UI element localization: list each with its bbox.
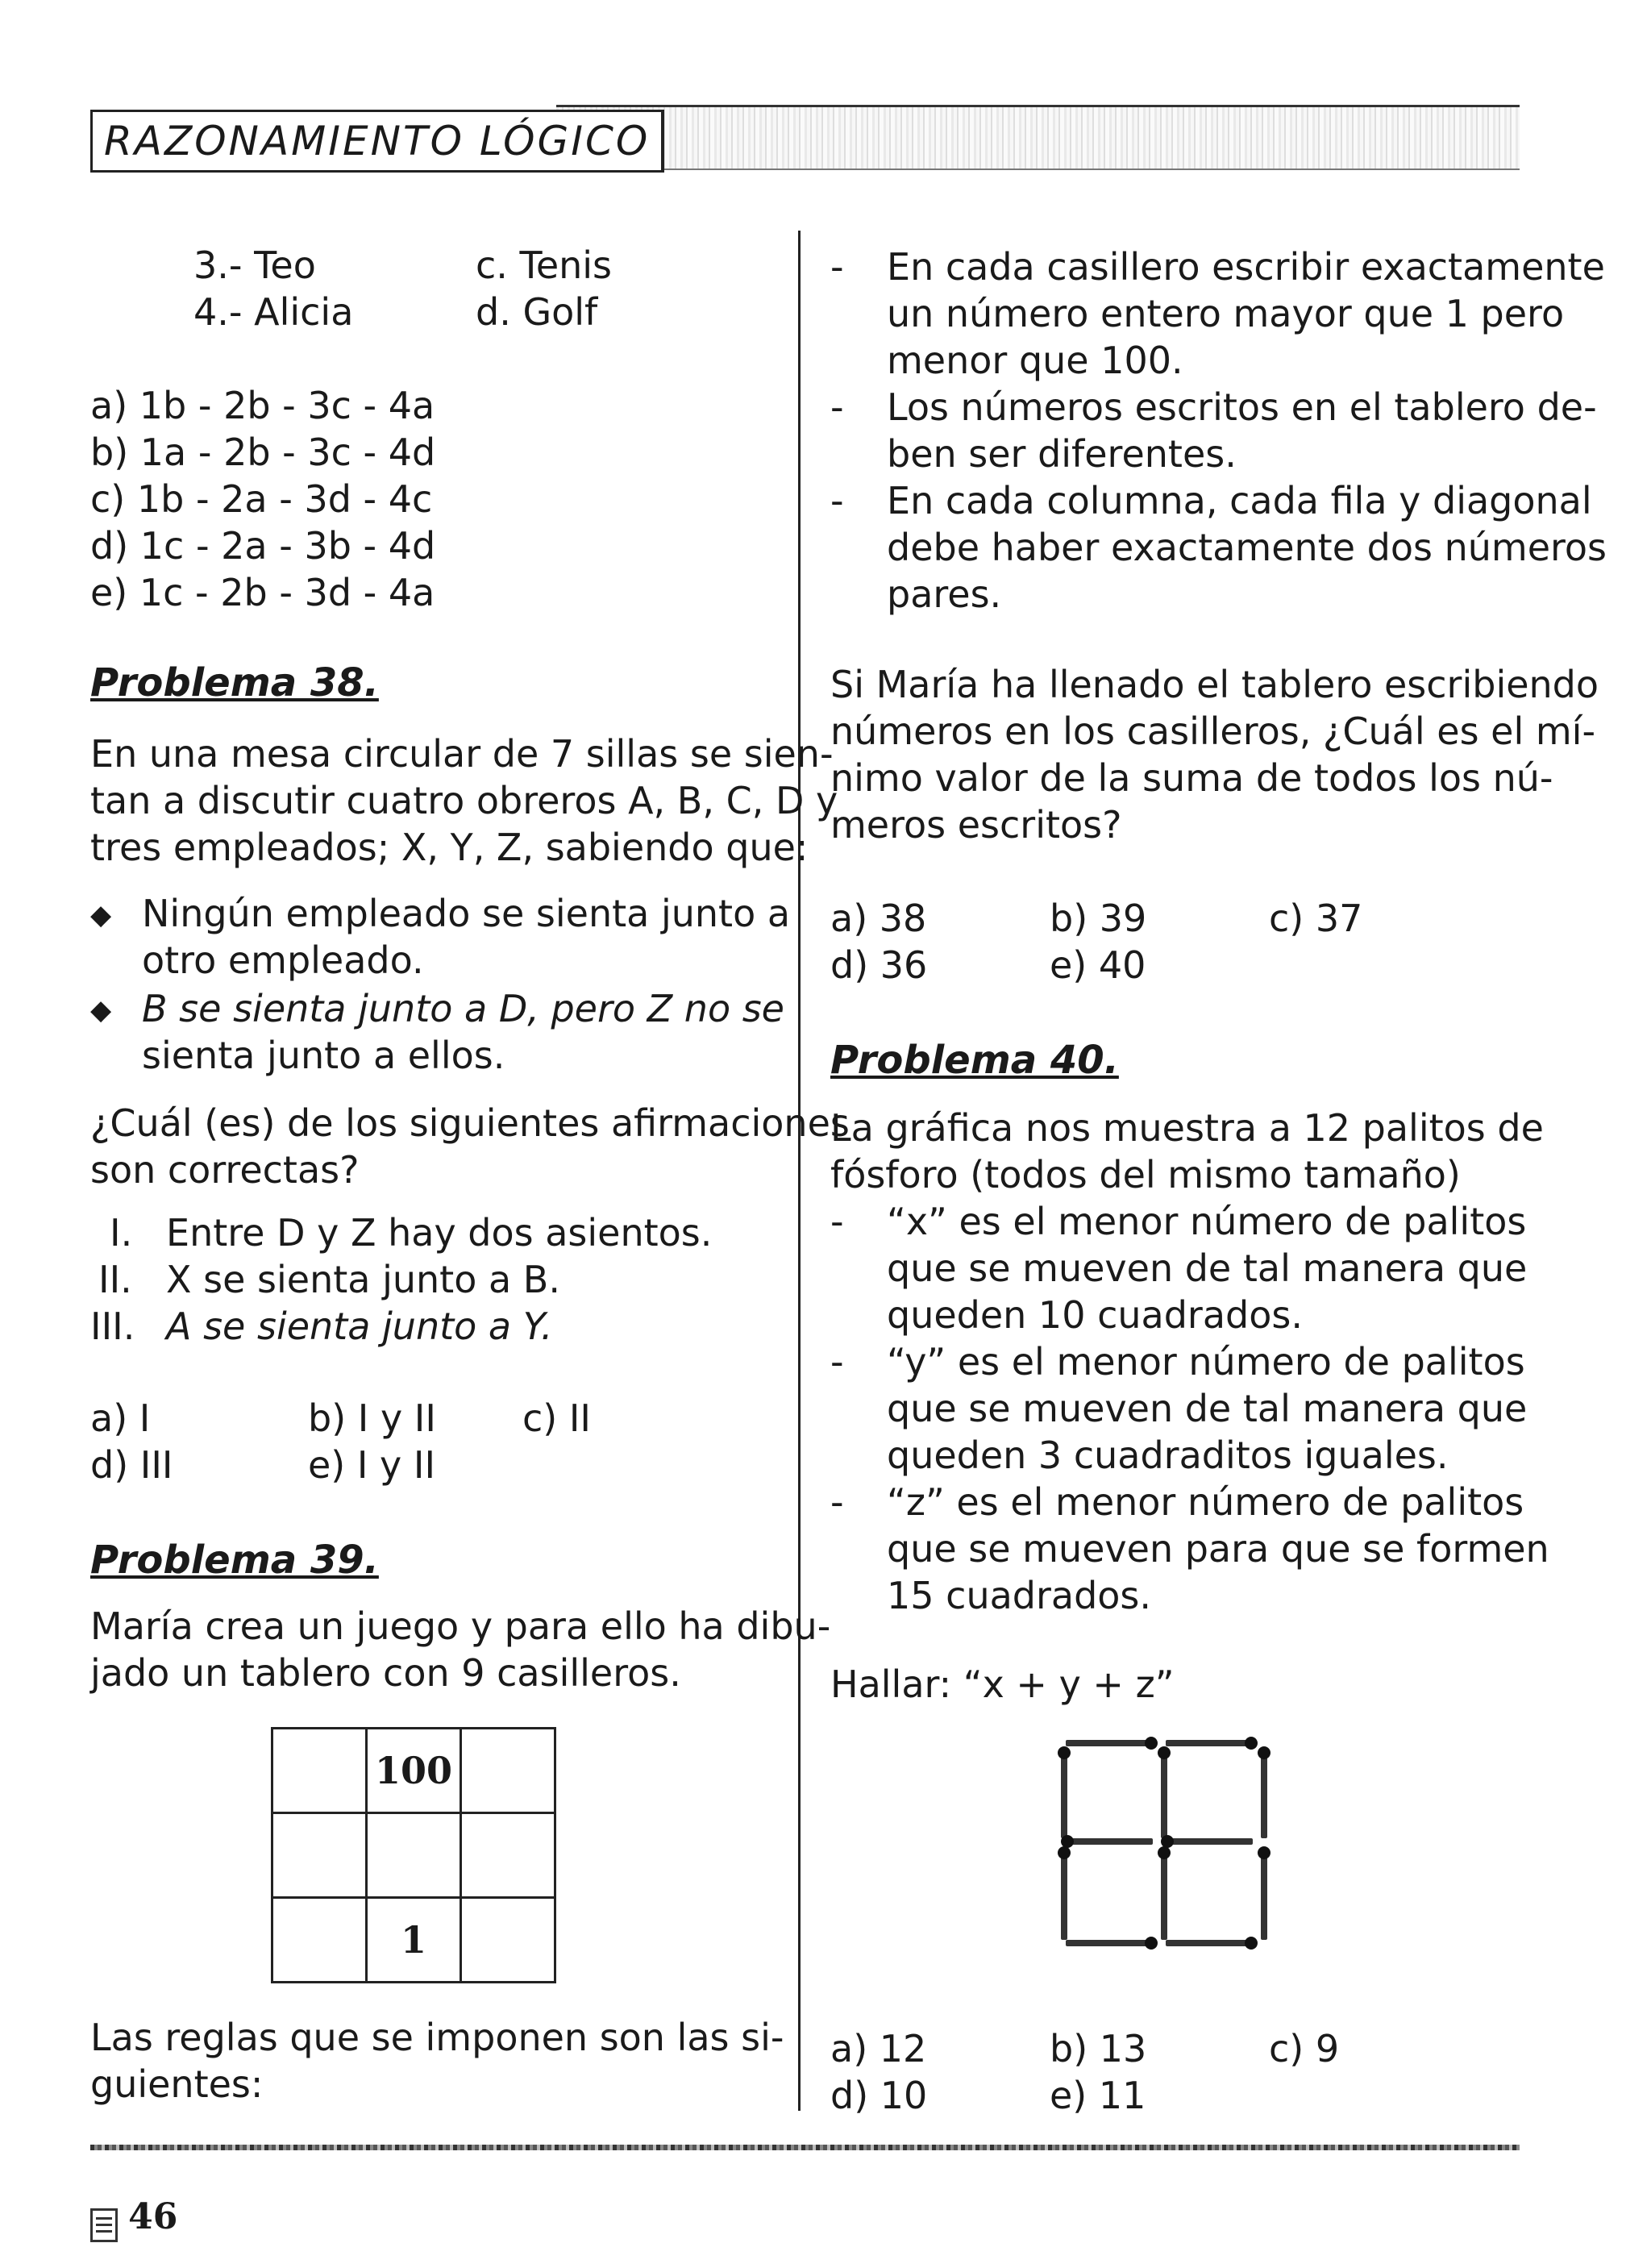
- problem-38-intro-line: tan a discutir cuatro obreros A, B, C, D y: [90, 779, 838, 822]
- problem-40-item-line: queden 3 cuadraditos iguales.: [887, 1434, 1449, 1477]
- grid-cell: 100: [367, 1729, 461, 1813]
- grid-cell: [272, 1898, 367, 1983]
- problem-40-item-line: que se mueven de tal manera que: [887, 1387, 1528, 1430]
- rule-line: En cada casillero escribir exactamente: [887, 245, 1605, 289]
- problem-38-condition-line: Ningún empleado se sienta junto a: [142, 892, 791, 935]
- matchstick: [1166, 1838, 1253, 1845]
- answer-option-b: b) 39: [1050, 897, 1147, 940]
- answer-option-e: e) I y II: [308, 1443, 436, 1487]
- grid-row: [272, 1813, 555, 1898]
- matchstick: [1161, 1851, 1167, 1940]
- answer-option-a: a) 38: [830, 897, 927, 940]
- column-divider: [798, 231, 801, 2111]
- answer-option-d: d) 10: [830, 2074, 928, 2117]
- rule-line: debe haber exactamente dos números: [887, 526, 1607, 569]
- prev-answer-d: d) 1c - 2a - 3b - 4d: [90, 524, 436, 568]
- problem-40-item-line: que se mueven de tal manera que: [887, 1246, 1528, 1290]
- problem-40-intro-line: fósforo (todos del mismo tamaño): [830, 1153, 1461, 1196]
- page-number: 46: [128, 2196, 178, 2237]
- statement-number: I.: [110, 1211, 133, 1255]
- problem-39-rules-intro-line: guientes:: [90, 2062, 264, 2106]
- prev-answer-a: a) 1b - 2b - 3c - 4a: [90, 384, 435, 427]
- dash-bullet: -: [830, 385, 844, 429]
- rule-line: Los números escritos en el tablero de-: [887, 385, 1597, 429]
- dash-bullet: -: [830, 1480, 844, 1524]
- dash-bullet: -: [830, 479, 844, 522]
- problem-38-title: Problema 38.: [90, 660, 379, 705]
- problem-40-intro-line: La gráfica nos muestra a 12 palitos de: [830, 1106, 1544, 1150]
- rule-line: ben ser diferentes.: [887, 432, 1237, 476]
- matchstick-figure: [1056, 1725, 1274, 1975]
- matchstick: [1261, 1851, 1267, 1940]
- answer-option-c: c) 37: [1269, 897, 1363, 940]
- matchstick: [1161, 1751, 1167, 1838]
- problem-38-intro-line: tres empleados; X, Y, Z, sabiendo que:: [90, 826, 809, 869]
- problem-38-question-line: son correctas?: [90, 1148, 360, 1192]
- statement-number: II.: [98, 1258, 132, 1301]
- problem-40-item-line: queden 10 cuadrados.: [887, 1293, 1303, 1337]
- matchstick: [1261, 1751, 1267, 1838]
- problem-40-item-line: “x” es el menor número de palitos: [887, 1200, 1527, 1243]
- match-head: [1258, 1846, 1270, 1859]
- problem-40-item-line: que se mueven para que se formen: [887, 1527, 1549, 1571]
- answer-option-d: d) 36: [830, 943, 928, 987]
- grid-cell: 1: [367, 1898, 461, 1983]
- answer-option-c: c) 9: [1269, 2027, 1340, 2070]
- problem-39-question-line: Si María ha llenado el tablero escribiendo: [830, 663, 1599, 706]
- grid-cell: [367, 1813, 461, 1898]
- footer-rule: [90, 2145, 1520, 2150]
- answer-option-a: a) I: [90, 1396, 151, 1440]
- match-head: [1058, 1846, 1071, 1859]
- grid-row: [272, 1729, 555, 1813]
- problem-39-question-line: números en los casilleros, ¿Cuál es el mí-: [830, 710, 1596, 753]
- match-head: [1245, 1737, 1258, 1750]
- dash-bullet: -: [830, 1340, 844, 1384]
- problem-38-intro-line: En una mesa circular de 7 sillas se sien-: [90, 732, 834, 776]
- match-head: [1158, 1846, 1171, 1859]
- problem-38-question-line: ¿Cuál (es) de los siguientes afirmaciones: [90, 1101, 850, 1145]
- match-head: [1158, 1746, 1171, 1759]
- statement-text: X se sienta junto a B.: [166, 1258, 560, 1301]
- statement-text: Entre D y Z hay dos asientos.: [166, 1211, 713, 1255]
- answer-option-c: c) II: [522, 1396, 591, 1440]
- matchstick: [1066, 1940, 1153, 1946]
- problem-40-item-line: 15 cuadrados.: [887, 1574, 1152, 1617]
- match-head: [1058, 1746, 1071, 1759]
- pair-4-option: d. Golf: [476, 290, 598, 334]
- problem-39-question-line: meros escritos?: [830, 803, 1122, 847]
- match-head: [1145, 1937, 1158, 1950]
- game-board-grid: [271, 1727, 556, 1983]
- problem-38-condition-line: sienta junto a ellos.: [142, 1034, 505, 1077]
- pair-3-option: c. Tenis: [476, 243, 613, 287]
- match-head: [1145, 1737, 1158, 1750]
- statement-number: III.: [90, 1305, 135, 1348]
- matchstick: [1166, 1740, 1253, 1746]
- matchstick: [1061, 1751, 1067, 1838]
- problem-38-condition-line: B se sienta junto a D, pero Z no se: [142, 987, 784, 1030]
- rule-line: pares.: [887, 572, 1002, 616]
- section-header-title: RAZONAMIENTO LÓGICO: [90, 110, 664, 173]
- prev-answer-c: c) 1b - 2a - 3d - 4c: [90, 477, 433, 521]
- prev-answer-e: e) 1c - 2b - 3d - 4a: [90, 571, 435, 614]
- page-footer: [90, 2196, 177, 2242]
- grid-cell: [461, 1898, 555, 1983]
- diamond-bullet-icon: ◆: [90, 994, 112, 1026]
- statement-text: A se sienta junto a Y.: [166, 1305, 553, 1348]
- grid-cell: [461, 1813, 555, 1898]
- matchstick: [1166, 1940, 1253, 1946]
- match-head: [1245, 1937, 1258, 1950]
- matchstick: [1061, 1851, 1067, 1940]
- rule-line: menor que 100.: [887, 339, 1183, 382]
- problem-40-item-line: “z” es el menor número de palitos: [887, 1480, 1524, 1524]
- grid-cell: [461, 1729, 555, 1813]
- header-decorative-bar: [556, 105, 1520, 170]
- matchstick: [1066, 1740, 1153, 1746]
- answer-option-e: e) 11: [1050, 2074, 1146, 2117]
- answer-option-d: d) III: [90, 1443, 173, 1487]
- rule-line: un número entero mayor que 1 pero: [887, 292, 1565, 335]
- problem-39-title: Problema 39.: [90, 1538, 379, 1583]
- match-head: [1258, 1746, 1270, 1759]
- problem-40-item-line: “y” es el menor número de palitos: [887, 1340, 1525, 1384]
- problem-40-title: Problema 40.: [830, 1038, 1119, 1083]
- problem-39-question-line: nimo valor de la suma de todos los nú-: [830, 756, 1553, 800]
- problem-39-intro-line: María crea un juego y para ello ha dibu-: [90, 1604, 831, 1648]
- prev-answer-b: b) 1a - 2b - 3c - 4d: [90, 431, 436, 474]
- dash-bullet: -: [830, 245, 844, 289]
- matchstick: [1066, 1838, 1153, 1845]
- problem-40-find: Hallar: “x + y + z”: [830, 1663, 1175, 1706]
- pair-4-number: 4.- Alicia: [193, 290, 354, 334]
- diamond-bullet-icon: ◆: [90, 899, 112, 931]
- rule-line: En cada columna, cada fila y diagonal: [887, 479, 1592, 522]
- grid-cell: [272, 1729, 367, 1813]
- answer-option-a: a) 12: [830, 2027, 927, 2070]
- problem-39-intro-line: jado un tablero con 9 casilleros.: [90, 1651, 681, 1695]
- dash-bullet: -: [830, 1200, 844, 1243]
- answer-option-e: e) 40: [1050, 943, 1146, 987]
- document-icon: [90, 2208, 118, 2242]
- grid-cell: [272, 1813, 367, 1898]
- problem-39-rules-intro-line: Las reglas que se imponen son las si-: [90, 2016, 784, 2059]
- grid-row: [272, 1898, 555, 1983]
- answer-option-b: b) I y II: [308, 1396, 436, 1440]
- answer-option-b: b) 13: [1050, 2027, 1147, 2070]
- pair-3-number: 3.- Teo: [193, 243, 316, 287]
- problem-38-condition-line: otro empleado.: [142, 938, 424, 982]
